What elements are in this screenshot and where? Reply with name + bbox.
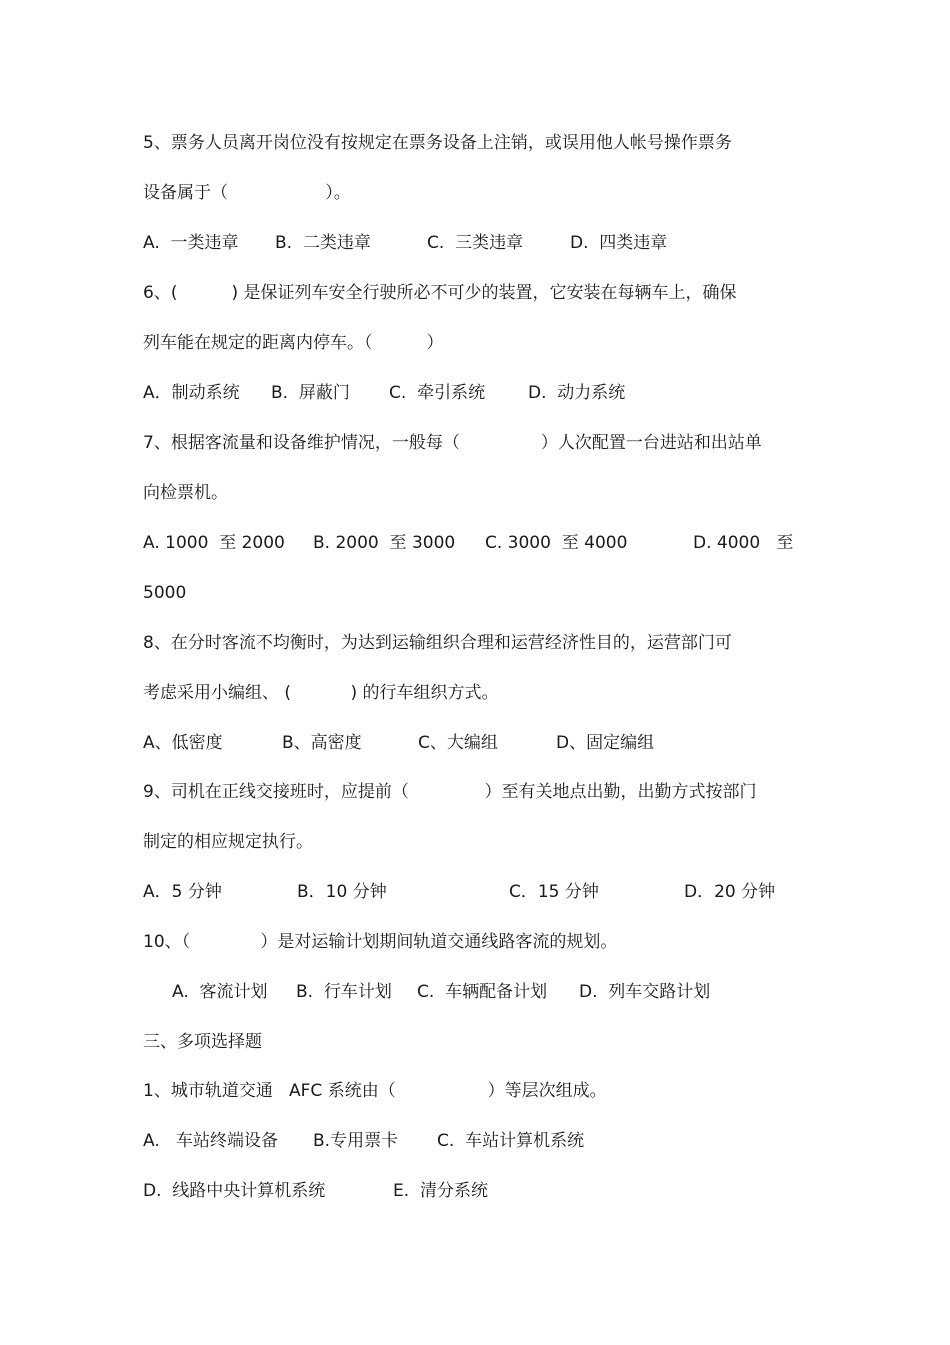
option-c: C. 车辆配备计划 — [417, 982, 548, 1002]
section-3-title: 三、多项选择题 — [143, 1032, 262, 1052]
question-7-cont — [0, 480, 228, 506]
question-8-options — [0, 730, 655, 756]
multi-question-1-options-row2 — [0, 1178, 488, 1204]
option-d: D．20 分钟 — [684, 882, 776, 902]
question-9-options — [0, 879, 776, 905]
question-5-text-line1: 5、票务人员离开岗位没有按规定在票务设备上注销，或误用他人帐号操作票务 — [143, 133, 732, 153]
option-b: B. 行车计划 — [296, 982, 392, 1002]
question-5 — [0, 130, 732, 156]
question-9 — [0, 779, 757, 805]
option-d: D. 列车交路计划 — [579, 982, 711, 1002]
question-8-text-line1: 8、在分时客流不均衡时，为达到运输组织合理和运营经济性目的，运营部门可 — [143, 633, 732, 653]
section-heading — [0, 1029, 262, 1055]
question-6-text-line2: 列车能在规定的距离内停车。（ ） — [143, 333, 444, 353]
multi-question-1 — [0, 1078, 607, 1104]
option-a: A、低密度 — [143, 733, 223, 753]
question-7-text-line2: 向检票机。 — [143, 483, 228, 503]
option-a: A. 车站终端设备 — [143, 1131, 278, 1151]
option-b: B．10 分钟 — [297, 882, 387, 902]
question-8-text-line2: 考虑采用小编组、 ( ) 的行车组织方式。 — [143, 683, 499, 703]
option-b: B. 二类违章 — [275, 233, 371, 253]
question-6 — [0, 280, 737, 306]
option-b: B.专用票卡 — [313, 1131, 399, 1151]
question-5-options — [0, 230, 668, 256]
option-d-continued: 5000 — [143, 583, 187, 603]
option-a: A．5 分钟 — [143, 882, 222, 902]
option-d: D. 4000 至 — [693, 533, 794, 553]
question-6-options — [0, 380, 626, 406]
option-c: C. 3000 至 4000 — [485, 533, 628, 553]
option-d: D. 四类违章 — [570, 233, 668, 253]
question-8-cont — [0, 680, 499, 706]
option-a: A. 1000 至 2000 — [143, 533, 285, 553]
option-c: C、大编组 — [418, 733, 498, 753]
option-d: D. 线路中央计算机系统 — [143, 1181, 326, 1201]
question-10-text-line1: 10、（ ）是对运输计划期间轨道交通线路客流的规划。 — [143, 932, 618, 952]
question-7-wrap — [0, 580, 187, 606]
multi-question-1-text: 1、城市轨道交通 AFC 系统由（ ）等层次组成。 — [143, 1081, 607, 1101]
question-9-cont — [0, 829, 313, 855]
question-6-cont — [0, 330, 444, 356]
option-c: C. 三类违章 — [427, 233, 524, 253]
option-d: D. 动力系统 — [528, 383, 626, 403]
question-7-options — [0, 530, 794, 556]
question-9-text-line1: 9、司机在正线交接班时，应提前（ ）至有关地点出勤，出勤方式按部门 — [143, 782, 757, 802]
option-e: E. 清分系统 — [393, 1181, 488, 1201]
question-9-text-line2: 制定的相应规定执行。 — [143, 832, 313, 852]
option-b: B. 屏蔽门 — [271, 383, 350, 403]
option-c: C. 牵引系统 — [389, 383, 486, 403]
question-10-options — [0, 979, 711, 1005]
question-6-text-line1: 6、( ) 是保证列车安全行驶所必不可少的装置，它安装在每辆车上，确保 — [143, 283, 737, 303]
question-5-text-line2: 设备属于（ ）。 — [143, 183, 351, 203]
multi-question-1-options-row1 — [0, 1128, 585, 1154]
option-d: D、固定编组 — [556, 733, 655, 753]
question-10 — [0, 929, 618, 955]
option-a: A. 客流计划 — [172, 982, 268, 1002]
question-8 — [0, 630, 732, 656]
question-7 — [0, 430, 762, 456]
option-c: C. 车站计算机系统 — [437, 1131, 585, 1151]
option-b: B、高密度 — [282, 733, 362, 753]
option-a: A．制动系统 — [143, 383, 240, 403]
option-a: A. 一类违章 — [143, 233, 239, 253]
question-5-cont — [0, 180, 351, 206]
question-7-text-line1: 7、根据客流量和设备维护情况，一般每（ ）人次配置一台进站和出站单 — [143, 433, 762, 453]
option-c: C．15 分钟 — [509, 882, 599, 902]
option-b: B. 2000 至 3000 — [313, 533, 456, 553]
